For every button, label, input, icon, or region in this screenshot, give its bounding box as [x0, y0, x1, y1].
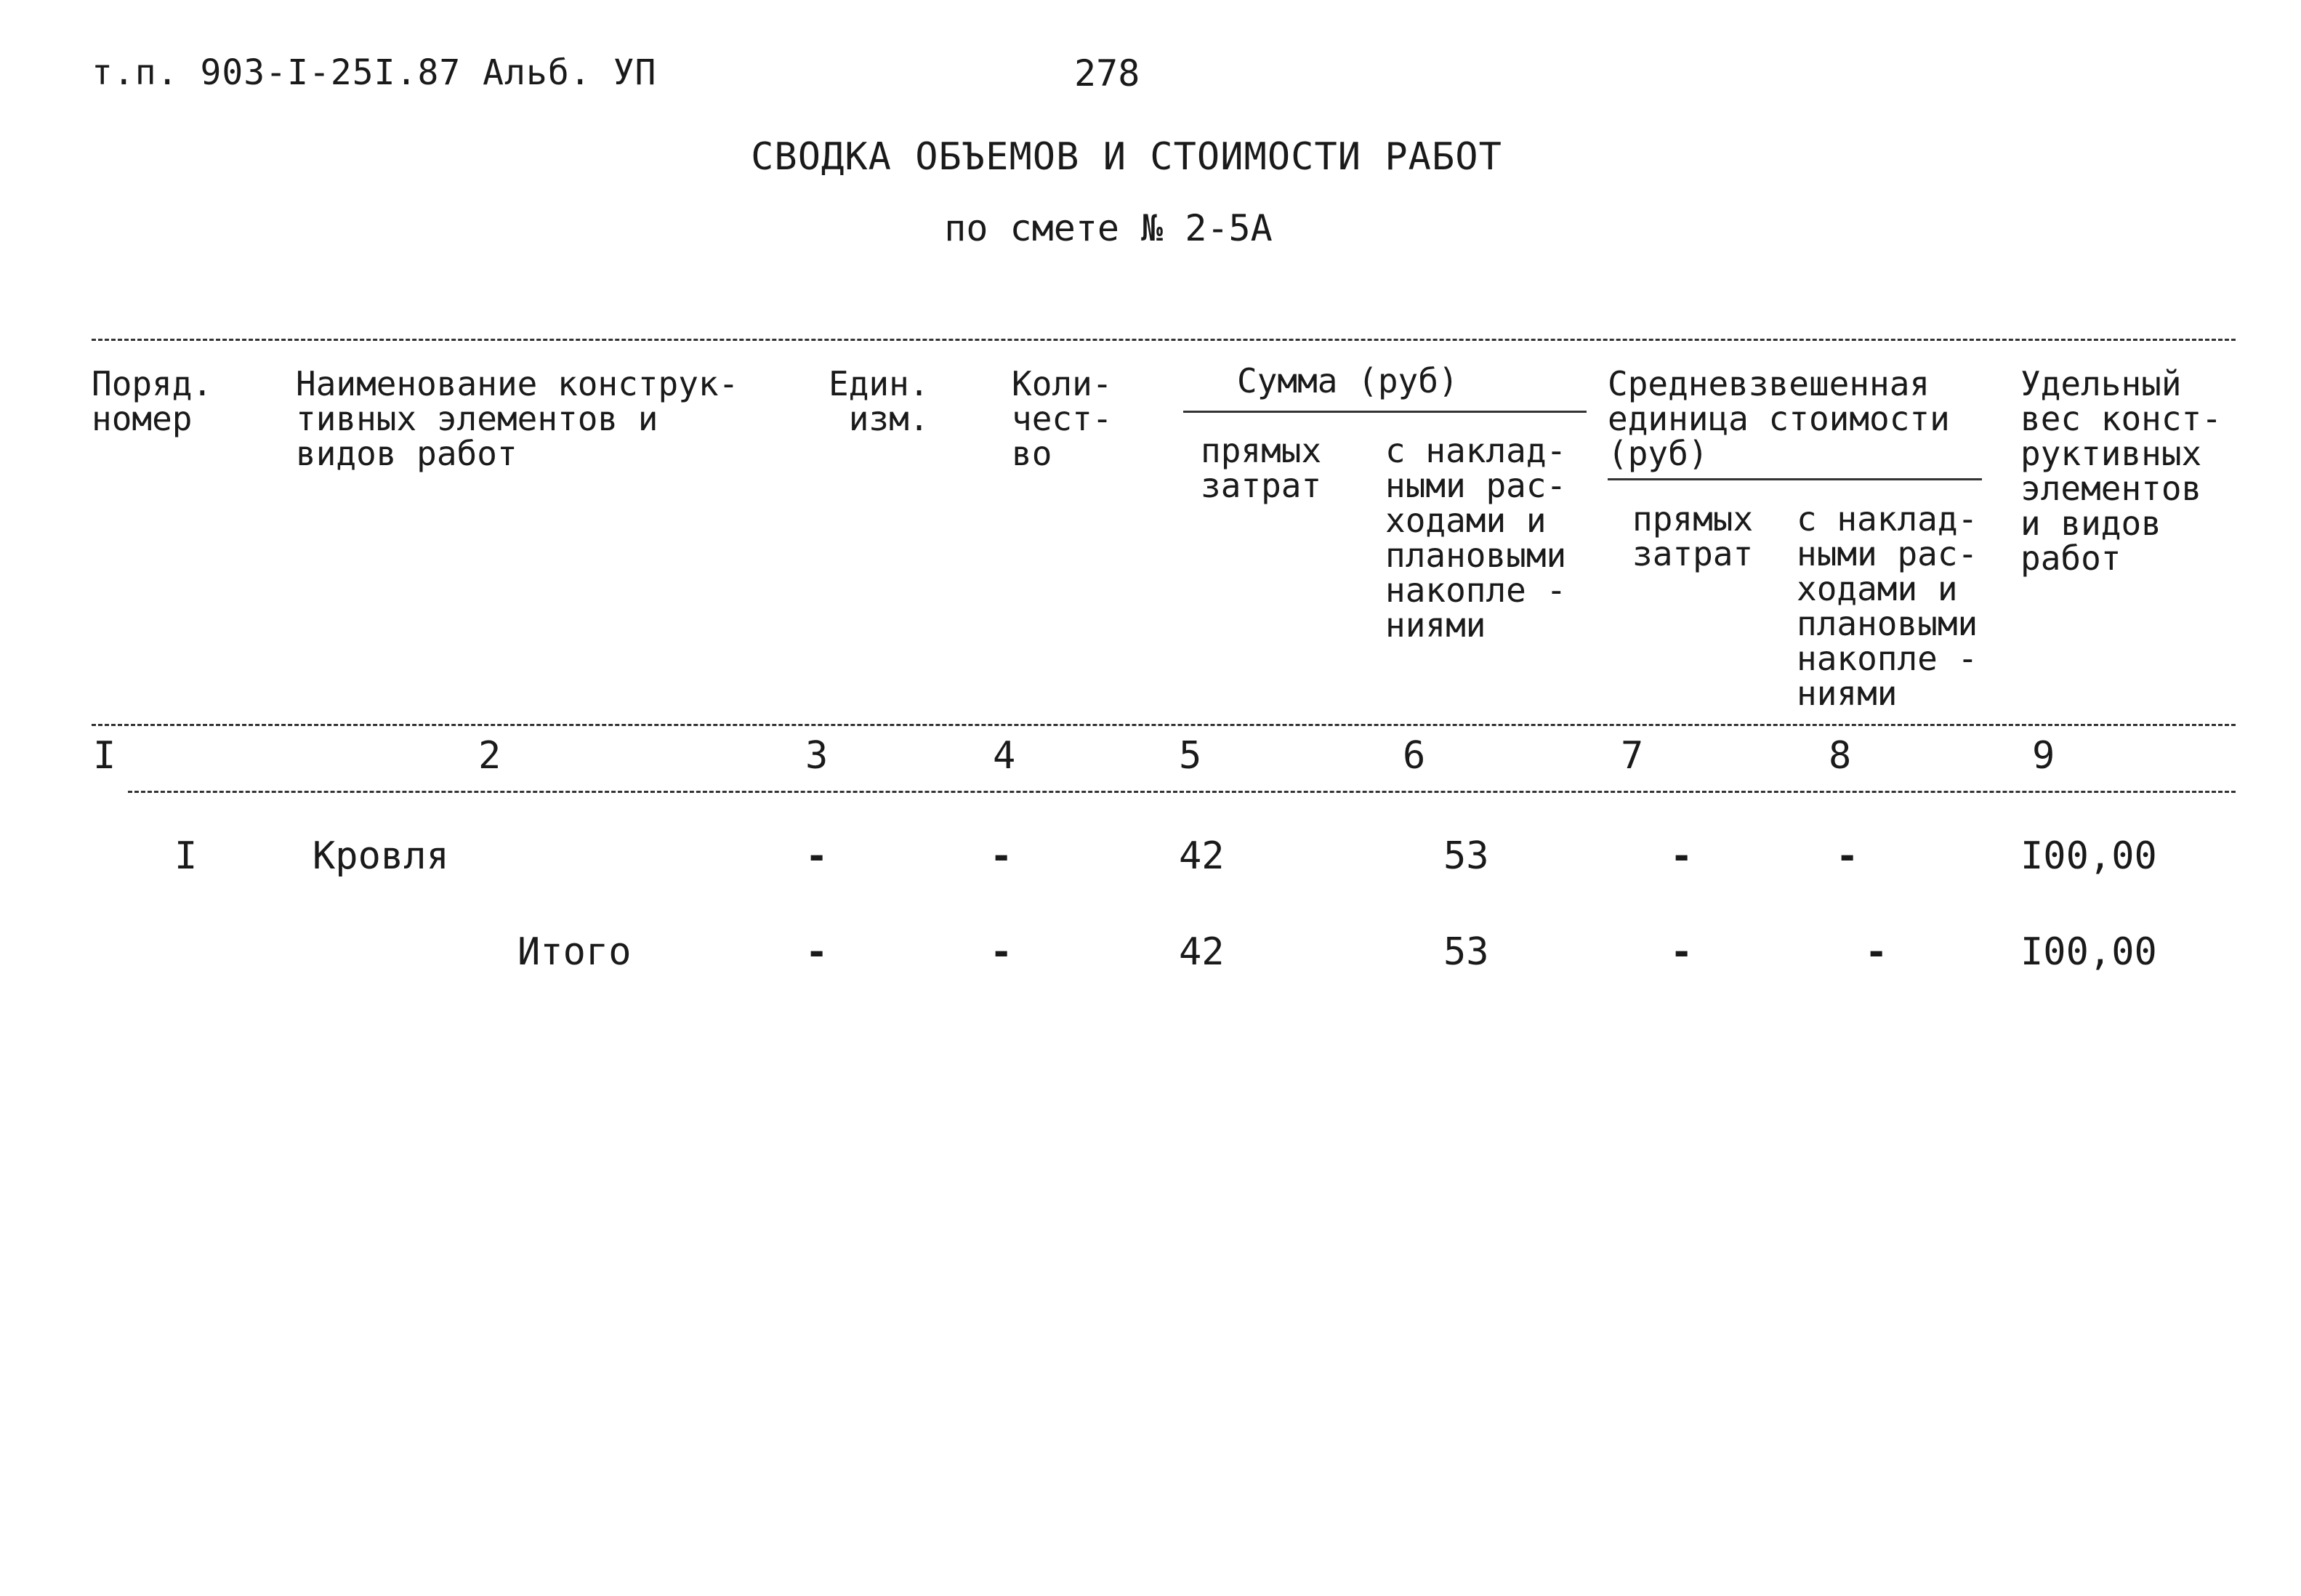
page-title: СВОДКА ОБЪЕМОВ И СТОИМОСТИ РАБОТ — [751, 135, 1502, 179]
column-number: 4 — [993, 734, 1016, 778]
row-direct-costs: 42 — [1179, 834, 1225, 878]
col-header-with-overhead: с наклад- ными рас- ходами и плановыми накопле - ниями — [1385, 431, 1567, 645]
col-group-sum: Сумма (руб) — [1237, 361, 1459, 400]
col-header-unit: Един. изм. — [829, 364, 930, 438]
page-number: 278 — [1074, 52, 1140, 94]
col-header-avg-with-overhead: с наклад- ными рас- ходами и плановыми накопле - ниями — [1797, 499, 1978, 713]
total-with-overhead: 53 — [1443, 930, 1489, 974]
avg-group-rule — [1608, 478, 1982, 480]
total-share: I00,00 — [2020, 930, 2157, 974]
column-number: 6 — [1403, 734, 1426, 778]
row-name: Кровля — [313, 834, 449, 878]
column-number: 2 — [478, 734, 501, 778]
row-avg-direct: - — [1670, 834, 1693, 878]
sum-group-rule — [1183, 411, 1587, 413]
total-quantity: - — [990, 930, 1013, 974]
column-number: 3 — [805, 734, 829, 778]
col-header-share: Удельный вес конст- руктивных элементов и видов работ — [2020, 364, 2222, 578]
col-group-weighted-average: Средневзвешенная единица стоимости (руб) — [1608, 364, 1950, 473]
total-unit: - — [805, 930, 829, 974]
total-avg-overhead: - — [1865, 930, 1888, 974]
col-header-avg-direct-costs: прямых затрат — [1632, 499, 1754, 573]
column-number: 8 — [1829, 734, 1852, 778]
col-header-element-name: Наименование конструк- тивных элементов и видов работ — [296, 364, 739, 473]
column-numbers-rule — [128, 791, 2236, 793]
col-header-quantity: Коли- чест- во — [1012, 364, 1113, 473]
col-header-direct-costs: прямых затрат — [1201, 431, 1322, 505]
row-with-overhead: 53 — [1443, 834, 1489, 878]
column-number: 5 — [1179, 734, 1202, 778]
total-direct-costs: 42 — [1179, 930, 1225, 974]
column-number: 7 — [1621, 734, 1644, 778]
col-header-order-number: Поряд. номер — [92, 364, 213, 438]
column-number: 9 — [2032, 734, 2055, 778]
total-avg-direct: - — [1670, 930, 1693, 974]
row-number: I — [174, 834, 198, 878]
row-unit: - — [805, 834, 829, 878]
document-code: т.п. 903-I-25I.87 Альб. УП — [92, 52, 657, 93]
header-bottom-rule — [92, 724, 2236, 726]
row-quantity: - — [990, 834, 1013, 878]
page-subtitle: по смете № 2-5А — [944, 207, 1273, 249]
row-share: I00,00 — [2020, 834, 2157, 878]
row-avg-overhead: - — [1836, 834, 1859, 878]
column-number: I — [93, 734, 116, 778]
table-top-rule — [92, 339, 2236, 341]
total-label: Итого — [517, 930, 632, 974]
